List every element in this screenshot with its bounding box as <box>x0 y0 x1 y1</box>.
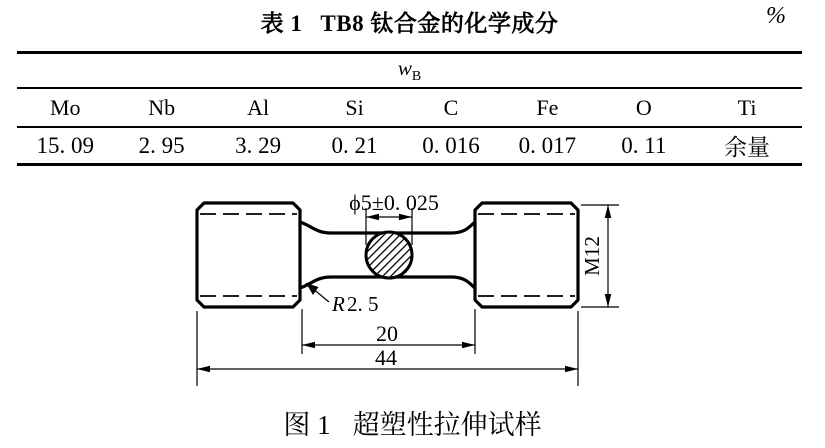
column-header: Si <box>306 88 402 127</box>
table-value-row <box>17 127 802 165</box>
column-header: Fe <box>499 88 595 127</box>
right-grip <box>475 203 578 307</box>
overall-length-label: 44 <box>375 345 397 370</box>
column-header: Nb <box>113 88 209 127</box>
composition-value: 3. 29 <box>235 132 282 158</box>
table-caption-label: 表 1 <box>260 11 303 36</box>
table-header-row <box>17 88 802 127</box>
composition-value: 2. 95 <box>138 132 185 158</box>
column-header: Mo <box>17 88 113 127</box>
mass-fraction-symbol <box>17 53 802 89</box>
thread-dimension-label: M12 <box>580 236 604 276</box>
table-caption <box>17 5 802 38</box>
column-header: C <box>403 88 499 127</box>
specimen-drawing <box>150 165 680 400</box>
composition-value: 15. 09 <box>36 132 94 158</box>
arrowhead <box>302 342 315 349</box>
cross-section-circle <box>366 232 412 278</box>
column-header: Al <box>210 88 306 127</box>
diameter-dimension-label: ϕ5±0. 025 <box>349 190 439 215</box>
arrowhead <box>565 366 578 373</box>
table-group-header-row <box>17 53 802 89</box>
composition-table <box>17 51 802 166</box>
arrowhead <box>462 342 475 349</box>
fillet-leader <box>306 283 329 302</box>
fillet-radius-symbol: R <box>332 292 345 316</box>
gauge-length-label: 20 <box>376 321 398 346</box>
composition-value: 余量 <box>724 135 771 160</box>
mass-fraction-symbol-subscript: B <box>411 69 422 85</box>
figure-caption-label: 图 1 <box>283 410 331 440</box>
figure-caption <box>0 403 825 442</box>
figure-caption-title: 超塑性拉伸试样 <box>352 410 542 440</box>
left-grip <box>197 203 300 307</box>
table-unit-label: % <box>766 3 786 29</box>
arrowhead <box>605 205 612 218</box>
fillet-radius-value: 2. 5 <box>347 292 379 316</box>
arrowhead <box>605 294 612 307</box>
composition-value: 0. 017 <box>518 132 577 158</box>
column-header: Ti <box>692 88 802 127</box>
composition-value: 0. 21 <box>331 132 378 158</box>
composition-value: 0. 11 <box>621 132 667 158</box>
composition-value: 0. 016 <box>422 132 480 158</box>
arrowhead <box>197 366 210 373</box>
arrowhead <box>306 283 319 295</box>
column-header: O <box>596 88 692 127</box>
table-caption-title: TB8 钛合金的化学成分 <box>320 11 559 36</box>
mass-fraction-symbol-base: w <box>397 55 412 80</box>
